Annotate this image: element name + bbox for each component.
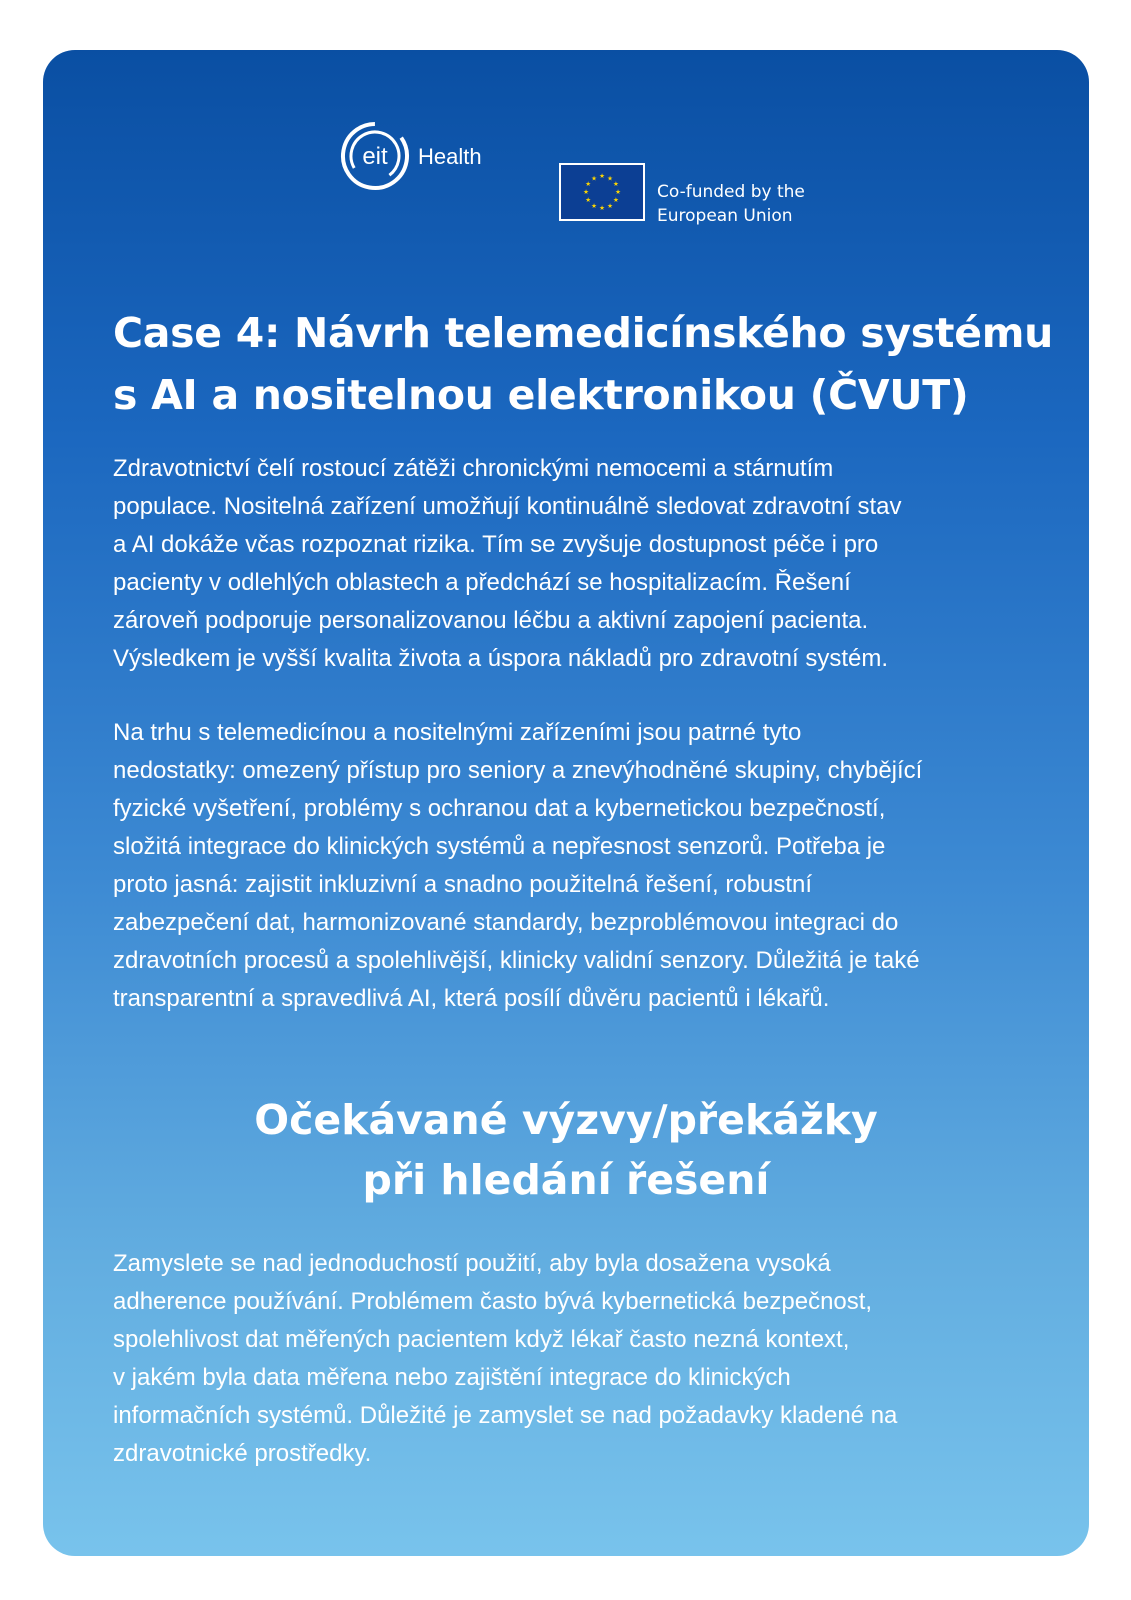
eu-star-icon: ★ xyxy=(599,204,605,213)
market-paragraph xyxy=(113,714,1033,1018)
eit-text: eit xyxy=(362,143,388,170)
text-line: spolehlivost dat měřených pacientem když lékař často nezná kontext, xyxy=(113,1326,850,1353)
text-line: zdravotnické prostředky. xyxy=(113,1440,372,1467)
text-line: proto jasná: zajistit inkluzivní a snadno použitelná řešení, robustní xyxy=(113,871,813,898)
text-line: nedostatky: omezený přístup pro seniory a znevýhodněné skupiny, chybějící xyxy=(113,757,923,784)
eu-star-icon: ★ xyxy=(599,172,605,181)
text-line: Zdravotnictví čelí rostoucí zátěži chronickými nemocemi a stárnutím xyxy=(113,455,834,482)
title-line: Case 4: Návrh telemedicínského systému xyxy=(113,309,1054,357)
eu-text-line1: Co-funded by the xyxy=(657,182,805,202)
text-line: fyzické vyšetření, problémy s ochranou dat a kybernetickou bezpečností, xyxy=(113,795,886,822)
text-line: zároveň podporuje personalizovanou léčbu a aktivní zapojení pacienta. xyxy=(113,607,869,634)
eu-star-icon: ★ xyxy=(585,196,592,205)
eu-star-icon: ★ xyxy=(607,202,613,211)
text-line: pacienty v odlehlých oblastech a předchází se hospitalizacím. Řešení xyxy=(113,569,851,596)
text-line: Výsledkem je vyšší kvalita života a úspora nákladů pro zdravotní systém. xyxy=(113,645,889,672)
eu-star-icon: ★ xyxy=(591,174,597,183)
page-title xyxy=(113,302,1054,426)
heading-line: při hledání řešení xyxy=(362,1156,770,1204)
eu-flag-icon xyxy=(559,163,645,221)
section-heading xyxy=(43,1090,1089,1210)
text-line: Na trhu s telemedicínou a nositelnými zařízeními jsou patrné tyto xyxy=(113,719,802,746)
text-line: informačních systémů. Důležité je zamyslet se nad požadavky kladené na xyxy=(113,1402,898,1429)
eu-star-icon: ★ xyxy=(591,202,597,211)
eu-star-icon: ★ xyxy=(585,180,592,189)
health-text: Health xyxy=(418,144,482,169)
eu-star-icon: ★ xyxy=(615,188,621,197)
eu-star-icon: ★ xyxy=(583,188,589,197)
intro-paragraph xyxy=(113,450,1033,678)
logo-bar xyxy=(43,110,1089,226)
eu-star-icon: ★ xyxy=(612,196,619,205)
text-line: transparentní a spravedlivá AI, která posílí důvěru pacientů i lékařů. xyxy=(113,985,830,1012)
eit-health-logo xyxy=(339,120,509,192)
content-card xyxy=(43,50,1089,1556)
eu-funding-text xyxy=(657,180,805,228)
text-line: v jakém byla data měřena nebo zajištění integrace do klinických xyxy=(113,1364,791,1391)
title-line: s AI a nositelnou elektronikou (ČVUT) xyxy=(113,371,969,419)
text-line: populace. Nositelná zařízení umožňují kontinuálně sledovat zdravotní stav xyxy=(113,493,902,520)
text-line: složitá integrace do klinických systémů a nepřesnost senzorů. Potřeba je xyxy=(113,833,886,860)
eu-text-line2: European Union xyxy=(657,206,793,226)
text-line: adherence používání. Problémem často bývá kybernetická bezpečnost, xyxy=(113,1288,873,1315)
text-line: zdravotních procesů a spolehlivější, klinicky validní senzory. Důležitá je také xyxy=(113,947,920,974)
eu-star-icon: ★ xyxy=(607,174,613,183)
eu-star-icon: ★ xyxy=(612,180,619,189)
text-line: a AI dokáže včas rozpoznat rizika. Tím se zvyšuje dostupnost péče i pro xyxy=(113,531,879,558)
challenges-paragraph xyxy=(113,1245,1033,1473)
text-line: zabezpečení dat, harmonizované standardy, bezproblémovou integraci do xyxy=(113,909,899,936)
heading-line: Očekávané výzvy/překážky xyxy=(254,1096,878,1144)
text-line: Zamyslete se nad jednoduchostí použití, aby byla dosažena vysoká xyxy=(113,1250,831,1277)
